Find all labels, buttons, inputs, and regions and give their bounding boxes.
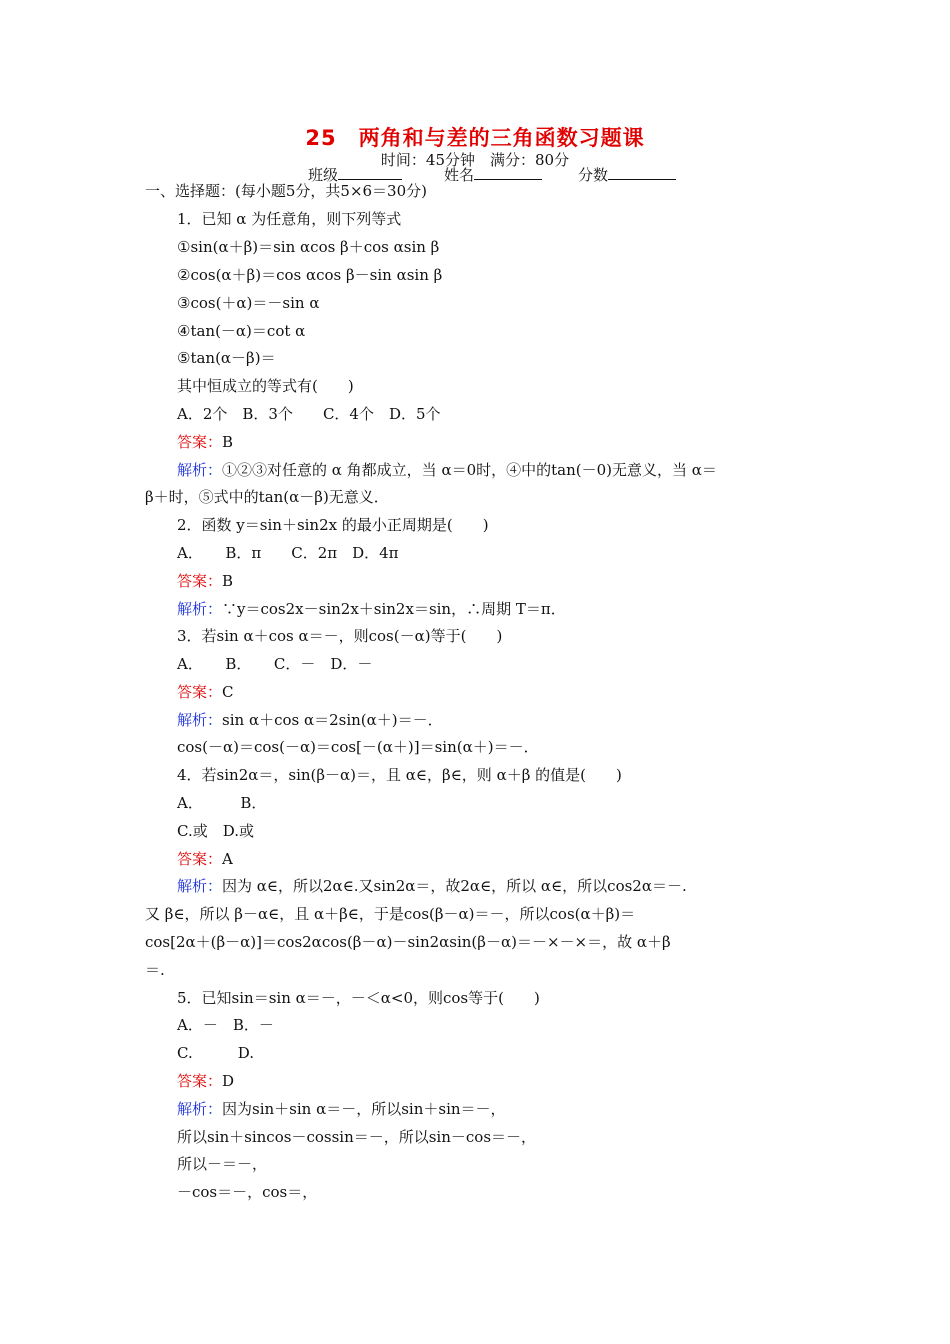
class-blank (338, 165, 402, 180)
q3-explanation-1 (177, 710, 443, 730)
q3-answer (177, 682, 234, 702)
q3-explanation-text-1: sin α＋cos α＝2sin(α＋)＝－． (222, 711, 443, 729)
q4-answer-value: A (222, 850, 233, 868)
q4-explanation-1 (177, 876, 687, 896)
q5-explanation-2: 所以sin＋sincos－cossin＝－，所以sin－cos＝－， (177, 1128, 537, 1146)
answer-label: 答案： (177, 683, 223, 701)
answer-label: 答案： (177, 572, 223, 590)
q1-explanation-2: β＋时，⑤式中的tan(α－β)无意义． (145, 488, 389, 506)
name-label: 姓名 (444, 166, 475, 184)
q5-answer (177, 1071, 234, 1091)
q4-stem: 4．若sin2α＝，sin(β－α)＝，且 α∈，β∈，则 α＋β 的值是( ) (177, 766, 622, 784)
class-label: 班级 (308, 166, 339, 184)
q1-item-5: ⑤tan(α－β)＝ (177, 349, 276, 367)
q1-item-1: ①sin(α＋β)＝sin αcos β＋cos αsin β (177, 238, 440, 256)
q1-item-4: ④tan(－α)＝cot α (177, 322, 306, 340)
q1-answer-value: B (222, 433, 234, 451)
q4-answer (177, 849, 233, 869)
answer-label: 答案： (177, 1072, 223, 1090)
q1-stem: 1．已知 α 为任意角，则下列等式 (177, 210, 402, 228)
q5-explanation-3: 所以－＝－， (177, 1155, 268, 1173)
q5-explanation-4: －cos＝－，cos＝， (177, 1183, 318, 1201)
q4-explanation-text-1: 因为 α∈，所以2α∈.又sin2α＝，故2α∈，所以 α∈，所以cos2α＝－. (222, 877, 687, 895)
answer-label: 答案： (177, 433, 223, 451)
score-label: 分数 (578, 166, 609, 184)
q5-explanation-1 (177, 1099, 506, 1119)
q2-options: A． B．π C．2π D．4π (177, 544, 399, 562)
q1-explanation-1 (177, 460, 717, 480)
q1-ask: 其中恒成立的等式有( ) (177, 377, 354, 395)
document-title: 25 两角和与差的三角函数习题课 (305, 126, 645, 150)
q4-options-1: A． B． (177, 794, 267, 812)
q3-explanation-2: cos(－α)＝cos(－α)＝cos[－(α＋)]＝sin(α＋)＝－． (177, 738, 539, 756)
answer-label: 答案： (177, 850, 223, 868)
q1-item-3: ③cos(＋α)＝－sin α (177, 294, 320, 312)
score-blank (608, 165, 676, 180)
explain-label: 解析： (177, 461, 223, 479)
q5-stem: 5．已知sin＝sin α＝－，－＜α<0，则cos等于( ) (177, 989, 540, 1007)
q2-stem: 2．函数 y＝sin＋sin2x 的最小正周期是( ) (177, 516, 489, 534)
q3-answer-value: C (222, 683, 234, 701)
q5-options-1: A．－ B．－ (177, 1016, 274, 1034)
q1-answer (177, 432, 233, 452)
q2-answer (177, 571, 233, 591)
explain-label: 解析： (177, 877, 223, 895)
q5-options-2: C. D. (177, 1044, 254, 1062)
explain-label: 解析： (177, 711, 223, 729)
section-heading: 一、选择题：(每小题5分，共5×6＝30分) (145, 182, 427, 200)
exam-meta: 时间：45分钟 满分：80分 (380, 151, 570, 169)
q2-answer-value: B (222, 572, 234, 590)
q1-options: A．2个 B．3个 C．4个 D．5个 (177, 405, 441, 423)
q2-explanation-1 (177, 599, 566, 619)
q3-options: A． B． C．－ D．－ (177, 655, 373, 673)
name-blank (474, 165, 542, 180)
q4-explanation-3: cos[2α＋(β－α)]＝cos2αcos(β－α)－sin2αsin(β－α)＝－×－×＝，故 α＋β (145, 933, 671, 951)
q2-explanation-text-1: ∵y＝cos2x－sin2x＋sin2x＝sin，∴周期 T＝π． (222, 600, 566, 618)
q4-explanation-4: ＝. (145, 961, 165, 979)
q5-explanation-text-1: 因为sin＋sin α＝－，所以sin＋sin＝－， (222, 1100, 506, 1118)
explain-label: 解析： (177, 1100, 223, 1118)
explain-label: 解析： (177, 600, 223, 618)
q1-item-2: ②cos(α＋β)＝cos αcos β－sin αsin β (177, 266, 443, 284)
q4-explanation-2: 又 β∈，所以 β－α∈，且 α＋β∈，于是cos(β－α)＝－，所以cos(α＋β)＝ (145, 905, 636, 923)
q5-answer-value: D (222, 1072, 235, 1090)
q4-options-2: C.或 D.或 (177, 822, 254, 840)
q3-stem: 3．若sin α＋cos α＝－，则cos(－α)等于( ) (177, 627, 503, 645)
q1-explanation-text-1: ①②③对任意的 α 角都成立，当 α＝0时，④中的tan(－0)无意义，当 α＝ (222, 461, 717, 479)
